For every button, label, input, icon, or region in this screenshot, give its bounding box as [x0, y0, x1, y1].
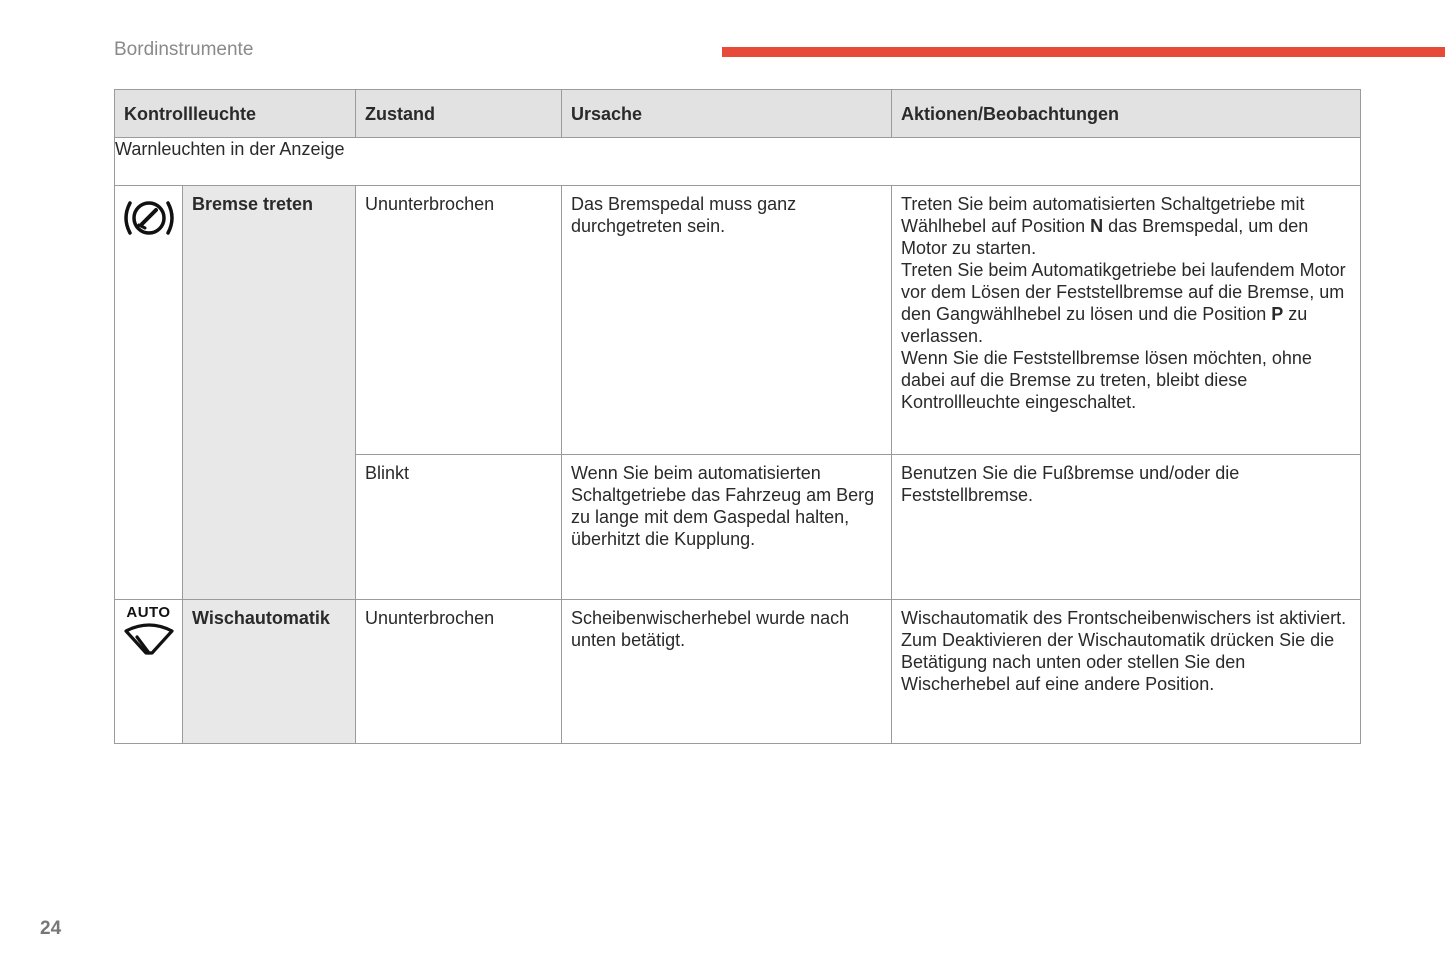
aktion-text-part: Zum Deaktivieren der Wischautomatik drücken Sie die Betätigung nach unten oder stellen Sie den Wischerhebel auf eine andere Position. — [901, 630, 1335, 694]
aktion-text-part: Wenn Sie die Feststellbremse lösen möchten, ohne dabei auf die Bremse zu treten, bleibt diese Kontrollleuchte eingeschaltet. — [901, 348, 1312, 412]
ursache-text: Wenn Sie beim automatisierten Schaltgetriebe das Fahrzeug am Berg zu lange mit dem Gaspedal halten, überhitzt die Kupplung. — [571, 463, 875, 549]
icon-cell — [115, 186, 183, 600]
brake-pedal-warning-icon — [120, 196, 178, 240]
aktion-text-part: zu verlassen. — [901, 304, 1308, 346]
column-header-aktionen: Aktionen/Beobachtungen — [892, 90, 1361, 138]
auto-wiper-icon — [122, 621, 176, 659]
zustand-text: Blinkt — [365, 463, 410, 483]
warning-lights-table — [114, 89, 1361, 744]
section-title: Bordinstrumente — [114, 39, 254, 60]
light-name-cell — [183, 600, 356, 744]
zustand-text: Ununterbrochen — [365, 608, 495, 628]
aktion-cell — [892, 600, 1361, 744]
aktion-text — [892, 600, 1360, 695]
position-key: N — [1090, 216, 1104, 236]
light-name: Wischautomatik — [192, 608, 330, 628]
zustand-cell — [356, 600, 562, 744]
table-row — [115, 186, 1361, 455]
aktion-cell — [892, 455, 1361, 600]
zustand-cell — [356, 455, 562, 600]
section-row — [115, 138, 1361, 186]
ursache-text: Das Bremspedal muss ganz durchgetreten sein. — [571, 194, 797, 236]
column-header-ursache: Ursache — [562, 90, 892, 138]
aktion-text-part: das Bremspedal, um den Motor zu starten. — [901, 216, 1309, 258]
aktion-text-part: Treten Sie beim Automatikgetriebe bei laufendem Motor vor dem Lösen der Feststellbremse auf die Bremse, um den Gangwählhebel zu lösen und die Position — [901, 260, 1346, 324]
page-number: 24 — [40, 918, 62, 939]
light-name-cell — [183, 186, 356, 600]
table-header-row — [115, 90, 1361, 138]
table-row — [115, 600, 1361, 744]
position-key: P — [1271, 304, 1284, 324]
section-label: Warnleuchten in der Anzeige — [115, 138, 1361, 186]
column-header-zustand: Zustand — [356, 90, 562, 138]
ursache-cell — [562, 600, 892, 744]
ursache-cell — [562, 455, 892, 600]
aktion-text: Benutzen Sie die Fußbremse und/oder die Feststellbremse. — [901, 463, 1240, 505]
aktion-text-part: Treten Sie beim automatisierten Schaltgetriebe mit Wählhebel auf Position — [901, 194, 1305, 236]
icon-cell — [115, 600, 183, 744]
aktion-text-part: Wischautomatik des Frontscheibenwischers ist aktiviert. — [901, 608, 1347, 628]
aktion-text — [892, 186, 1360, 413]
zustand-text: Ununterbrochen — [365, 194, 495, 214]
auto-icon-label: AUTO — [126, 604, 171, 621]
light-name: Bremse treten — [192, 194, 314, 214]
column-header-kontrollleuchte: Kontrollleuchte — [115, 90, 356, 138]
ursache-text: Scheibenwischerhebel wurde nach unten betätigt. — [571, 608, 850, 650]
ursache-cell — [562, 186, 892, 455]
aktion-cell — [892, 186, 1361, 455]
zustand-cell — [356, 186, 562, 455]
accent-bar — [722, 47, 1445, 57]
